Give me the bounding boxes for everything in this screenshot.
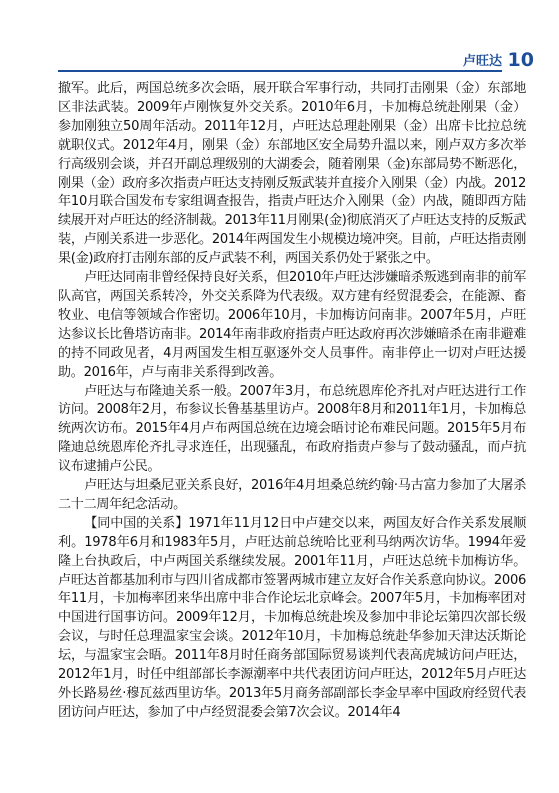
paragraph-drc-relations: 撤军。此后，两国总统多次会晤，展开联合军事行动，共同打击刚果（金）东部地区非法武装。2009年卢刚恢复外交关系。2010年6月，卡加梅总统赴刚果（金）参加刚独立50周年活动。2011年12月，卢旺达总理赴刚果（金）出席卡比拉总统就职仪式。2012年4月，刚果（金）东部地区安全局势升温以来，刚卢双方多次举行高级别会谈，并召开副总理级别的大湖委会，随着刚果（金)东部局势不断恶化，刚果（金）政府多次指责卢旺达支持刚反叛武装并直接介入刚果（金）内战。2012年10月联合国发布专家组调查报告，指责卢旺达介入刚果（金）内战，随即西方陆续展开对卢旺达的经济制裁。2013年11月刚果(金)彻底消灭了卢旺达支持的反叛武装，卢刚关系进一步恶化。2014年两国发生小规模边境冲突。目前，卢旺达指责刚果(金)政府打击刚东部的反卢武装不利，两国关系仍处于紧张之中。	[58, 81, 526, 267]
paragraph-burundi-relations: 卢旺达与布隆迪关系一般。2007年3月，布总统恩库伦齐扎对卢旺达进行工作访问。2008年2月，布参议长鲁基基里访卢。2008年8月和2011年1月，卡加梅总统两次访布。2015年4月卢布两国总统在边境会晤讨论布难民问题。2015年5月布隆迪总统恩库伦齐扎寻求连任，出现骚乱，布政府指责卢参与了鼓动骚乱，而卢抗议布逮捕卢公民。	[58, 383, 526, 475]
page-header	[58, 44, 534, 82]
body-text	[58, 80, 526, 723]
paragraph-china-relations: 【同中国的关系】1971年11月12日中卢建交以来，两国友好合作关系发展顺利。1978年6月和1983年5月，卢旺达前总统哈比亚利马纳两次访华。1994年爱隆上台执政后，中卢两国关系继续发展。2001年11月，卢旺达总统卡加梅访华。卢旺达首都基加利市与四川省成都市签署两城市建立友好合作关系意向协议。2006年11月，卡加梅率团来华出席中非合作论坛北京峰会。2007年5月，卡加梅率团对中国进行国事访问。2009年12月，卡加梅总统赴埃及参加中非论坛第四次部长级会议，与时任总理温家宝会谈。2012年10月，卡加梅总统赴华参加天津达沃斯论坛，与温家宝会晤。2011年8月时任商务部国际贸易谈判代表高虎城访问卢旺达，2012年1月，时任中组部部长李源潮率中共代表团访问卢旺达，2012年5月卢旺达外长路易丝·穆瓦兹西里访华。2013年5月商务部副部长李金早率中国政府经贸代表团访问卢旺达，参加了中卢经贸混委会第7次会议。2014年4	[58, 515, 526, 720]
paragraph-tanzania-relations: 卢旺达与坦桑尼亚关系良好，2016年4月坦桑总统约翰·马古富力参加了大屠杀二十二周年纪念活动。	[58, 478, 526, 512]
paragraph-south-africa-relations: 卢旺达同南非曾经保持良好关系，但2010年卢旺达涉嫌暗杀叛逃到南非的前军队高官，两国关系转冷，外交关系降为代表级。双方建有经贸混委会，在能源、畜牧业、电信等领域合作密切。2006年10月，卡加梅访问南非。2007年5月，卢旺达参议长比鲁塔访南非。2014年南非政府指责卢旺达政府再次涉嫌暗杀在南非避难的持不同政见者，4月两国发生相互驱逐外交人员事件。南非停止一切对卢旺达援助。2016年，卢与南非关系得到改善。	[58, 270, 526, 380]
header-rule	[58, 70, 502, 72]
running-head-title: 卢旺达	[462, 54, 502, 69]
page-number: 10	[507, 49, 534, 71]
